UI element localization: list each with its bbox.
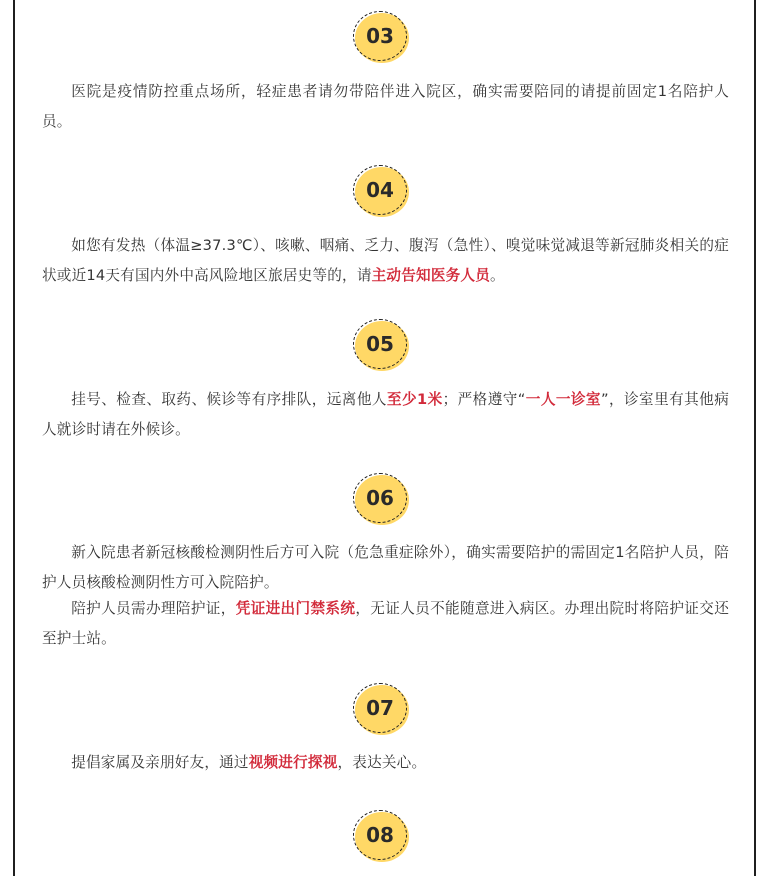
section-number: 06 [366, 486, 394, 510]
section-number: 05 [366, 332, 394, 356]
highlight-text: 视频进行探视 [248, 754, 338, 771]
section-paragraph [42, 748, 729, 778]
section-number-badge [355, 13, 409, 63]
section-number-badge [355, 812, 409, 862]
section-number-badge [355, 685, 409, 735]
highlight-text: 主动告知医务人员 [371, 267, 490, 284]
highlight-text: 至少1米 [386, 391, 443, 408]
paragraph-text: 提倡家属及亲朋好友，通过 [71, 754, 249, 771]
paragraph-text: 陪护人员需办理陪护证， [71, 600, 236, 617]
highlight-text: 一人一诊室 [525, 391, 601, 408]
section-paragraph [42, 385, 729, 445]
paragraph-text: ，无证人员不能随意进入病区。办理出院时将陪护证交还至护士站。 [42, 600, 730, 647]
paragraph-text: 如您有发热（体温≥37.3℃）、咳嗽、咽痛、乏力、腹泻（急性）、嗅觉味觉减退等新冠肺炎相关的症状或近14天有国内外中高风险地区旅居史等的，请 [42, 237, 729, 284]
paragraph-text: ，表达关心。 [337, 754, 427, 771]
paragraph-text: ”，诊室里有其他病人就诊时请在外候诊。 [42, 391, 729, 438]
section-number-badge [355, 167, 409, 217]
section-number: 07 [366, 696, 394, 720]
highlight-text: 凭证进出门禁系统 [235, 600, 356, 617]
section-number: 08 [366, 823, 394, 847]
section-paragraph [42, 77, 729, 137]
section-paragraph [42, 231, 729, 291]
section-number: 03 [366, 24, 394, 48]
section-paragraph [42, 538, 729, 598]
section-number-badge [355, 475, 409, 525]
section-paragraph [42, 594, 729, 654]
paragraph-text: 挂号、检查、取药、候诊等有序排队，远离他人 [71, 391, 387, 408]
paragraph-text: ；严格遵守“ [442, 391, 526, 408]
section-number: 04 [366, 178, 394, 202]
paragraph-text: 医院是疫情防控重点场所，轻症患者请勿带陪伴进入院区，确实需要陪同的请提前固定1名陪护人员。 [42, 83, 729, 130]
section-number-badge [355, 321, 409, 371]
paragraph-text: 。 [490, 267, 505, 284]
paragraph-text: 新入院患者新冠核酸检测阴性后方可入院（危急重症除外），确实需要陪护的需固定1名陪护人员，陪护人员核酸检测阴性方可入院陪护。 [42, 544, 729, 591]
